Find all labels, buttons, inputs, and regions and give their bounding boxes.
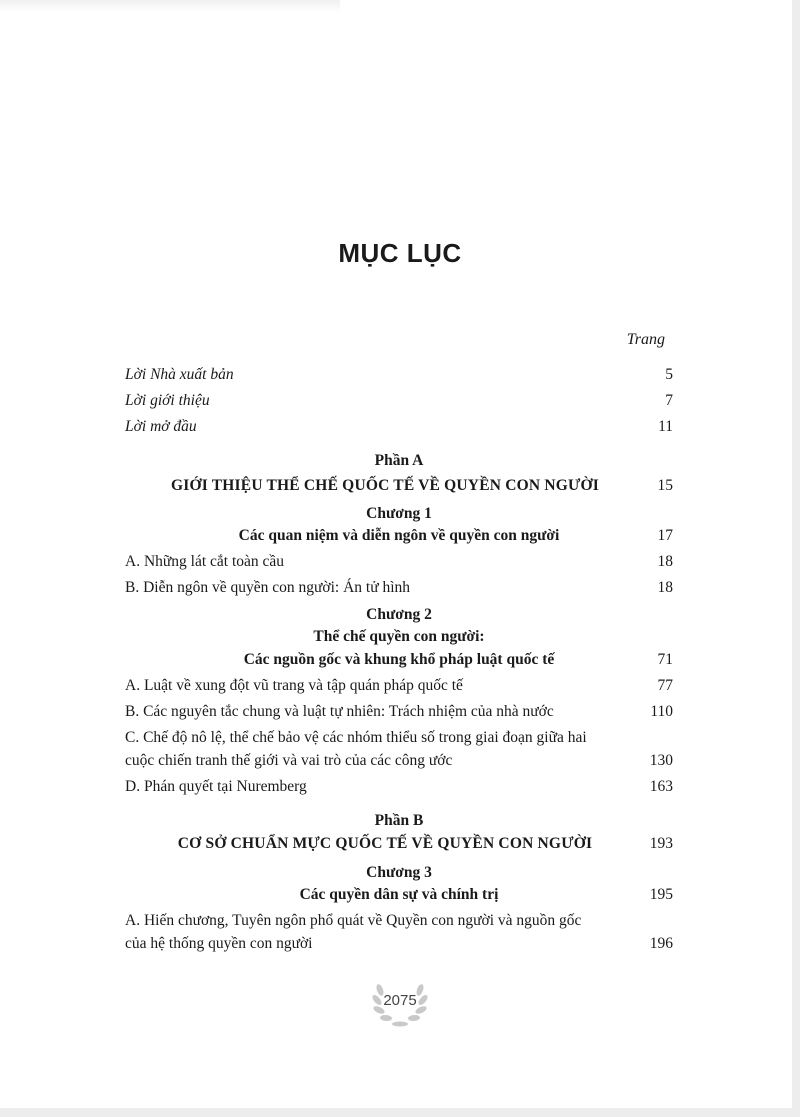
toc-page-number: 193 — [649, 835, 673, 852]
chapter-title-row — [125, 651, 673, 669]
toc-entry: B. Diễn ngôn về quyền con người: Án tử hình 18 — [125, 579, 673, 596]
toc-page-number: 130 — [649, 752, 673, 769]
part-label: Phần B — [374, 812, 424, 829]
toc-entry: A. Những lát cắt toàn cầu 18 — [125, 553, 673, 570]
toc-entry: A. Hiến chương, Tuyên ngôn phổ quát về Quyền con người và nguồn gốc — [125, 912, 582, 929]
footer-page-number: 2075 — [383, 992, 417, 1009]
chapter-title: Các quan niệm và diễn ngôn về quyền con người — [238, 527, 560, 544]
toc-entry-continuation: cuộc chiến tranh thế giới và vai trò của các công ước 130 — [125, 752, 673, 769]
chapter-label: Chương 2 — [366, 606, 432, 623]
part-title: GIỚI THIỆU THỂ CHẾ QUỐC TẾ VỀ QUYỀN CON NGƯỜI — [170, 477, 599, 494]
toc-entry: Lời giới thiệu 7 — [125, 392, 673, 409]
page-column-label: Trang — [626, 331, 665, 348]
toc-page-number: 5 — [665, 366, 673, 383]
toc-page-number: 163 — [649, 778, 673, 795]
toc-page-number: 17 — [657, 527, 673, 544]
part-title-row — [125, 835, 673, 853]
toc-page-number: 110 — [650, 703, 673, 720]
toc-entry: B. Các nguyên tắc chung và luật tự nhiên: Trách nhiệm của nhà nước 110 — [125, 703, 673, 720]
toc-entry: Lời mở đầu 11 — [125, 418, 673, 435]
chapter-label: Chương 1 — [366, 505, 432, 522]
toc-title: MỤC LỤC — [338, 238, 462, 268]
chapter-title-row — [125, 886, 673, 904]
toc-entry: C. Chế độ nô lệ, thể chế bảo vệ các nhóm thiểu số trong giai đoạn giữa hai — [125, 729, 587, 746]
part-title: CƠ SỞ CHUẨN MỰC QUỐC TẾ VỀ QUYỀN CON NGƯỜI — [177, 835, 593, 852]
toc-entry: D. Phán quyết tại Nuremberg 163 — [125, 778, 673, 795]
chapter-title: Các quyền dân sự và chính trị — [299, 886, 499, 903]
toc-page-number: 195 — [649, 886, 673, 903]
chapter-title: Các nguồn gốc và khung khổ pháp luật quốc tế — [243, 651, 555, 668]
toc-page-number: 18 — [657, 579, 673, 596]
chapter-title: Thể chế quyền con người: — [313, 628, 485, 645]
toc-page-number: 18 — [657, 553, 673, 570]
part-title-row — [125, 477, 673, 495]
toc-entry: A. Luật về xung đột vũ trang và tập quán pháp quốc tế 77 — [125, 677, 673, 694]
part-label: Phần A — [374, 452, 424, 469]
chapter-title-row — [125, 527, 673, 545]
toc-entry: Lời Nhà xuất bản 5 — [125, 366, 673, 383]
toc-page-number: 11 — [658, 418, 673, 435]
toc-page-number: 7 — [665, 392, 673, 409]
toc-page-number: 196 — [649, 935, 673, 952]
toc-page-number: 77 — [657, 677, 673, 694]
toc-page-number: 71 — [657, 651, 673, 668]
page-shadow — [0, 0, 340, 12]
toc-page-number: 15 — [657, 477, 673, 494]
chapter-label: Chương 3 — [366, 864, 432, 881]
toc-entry-continuation: của hệ thống quyền con người 196 — [125, 935, 673, 952]
